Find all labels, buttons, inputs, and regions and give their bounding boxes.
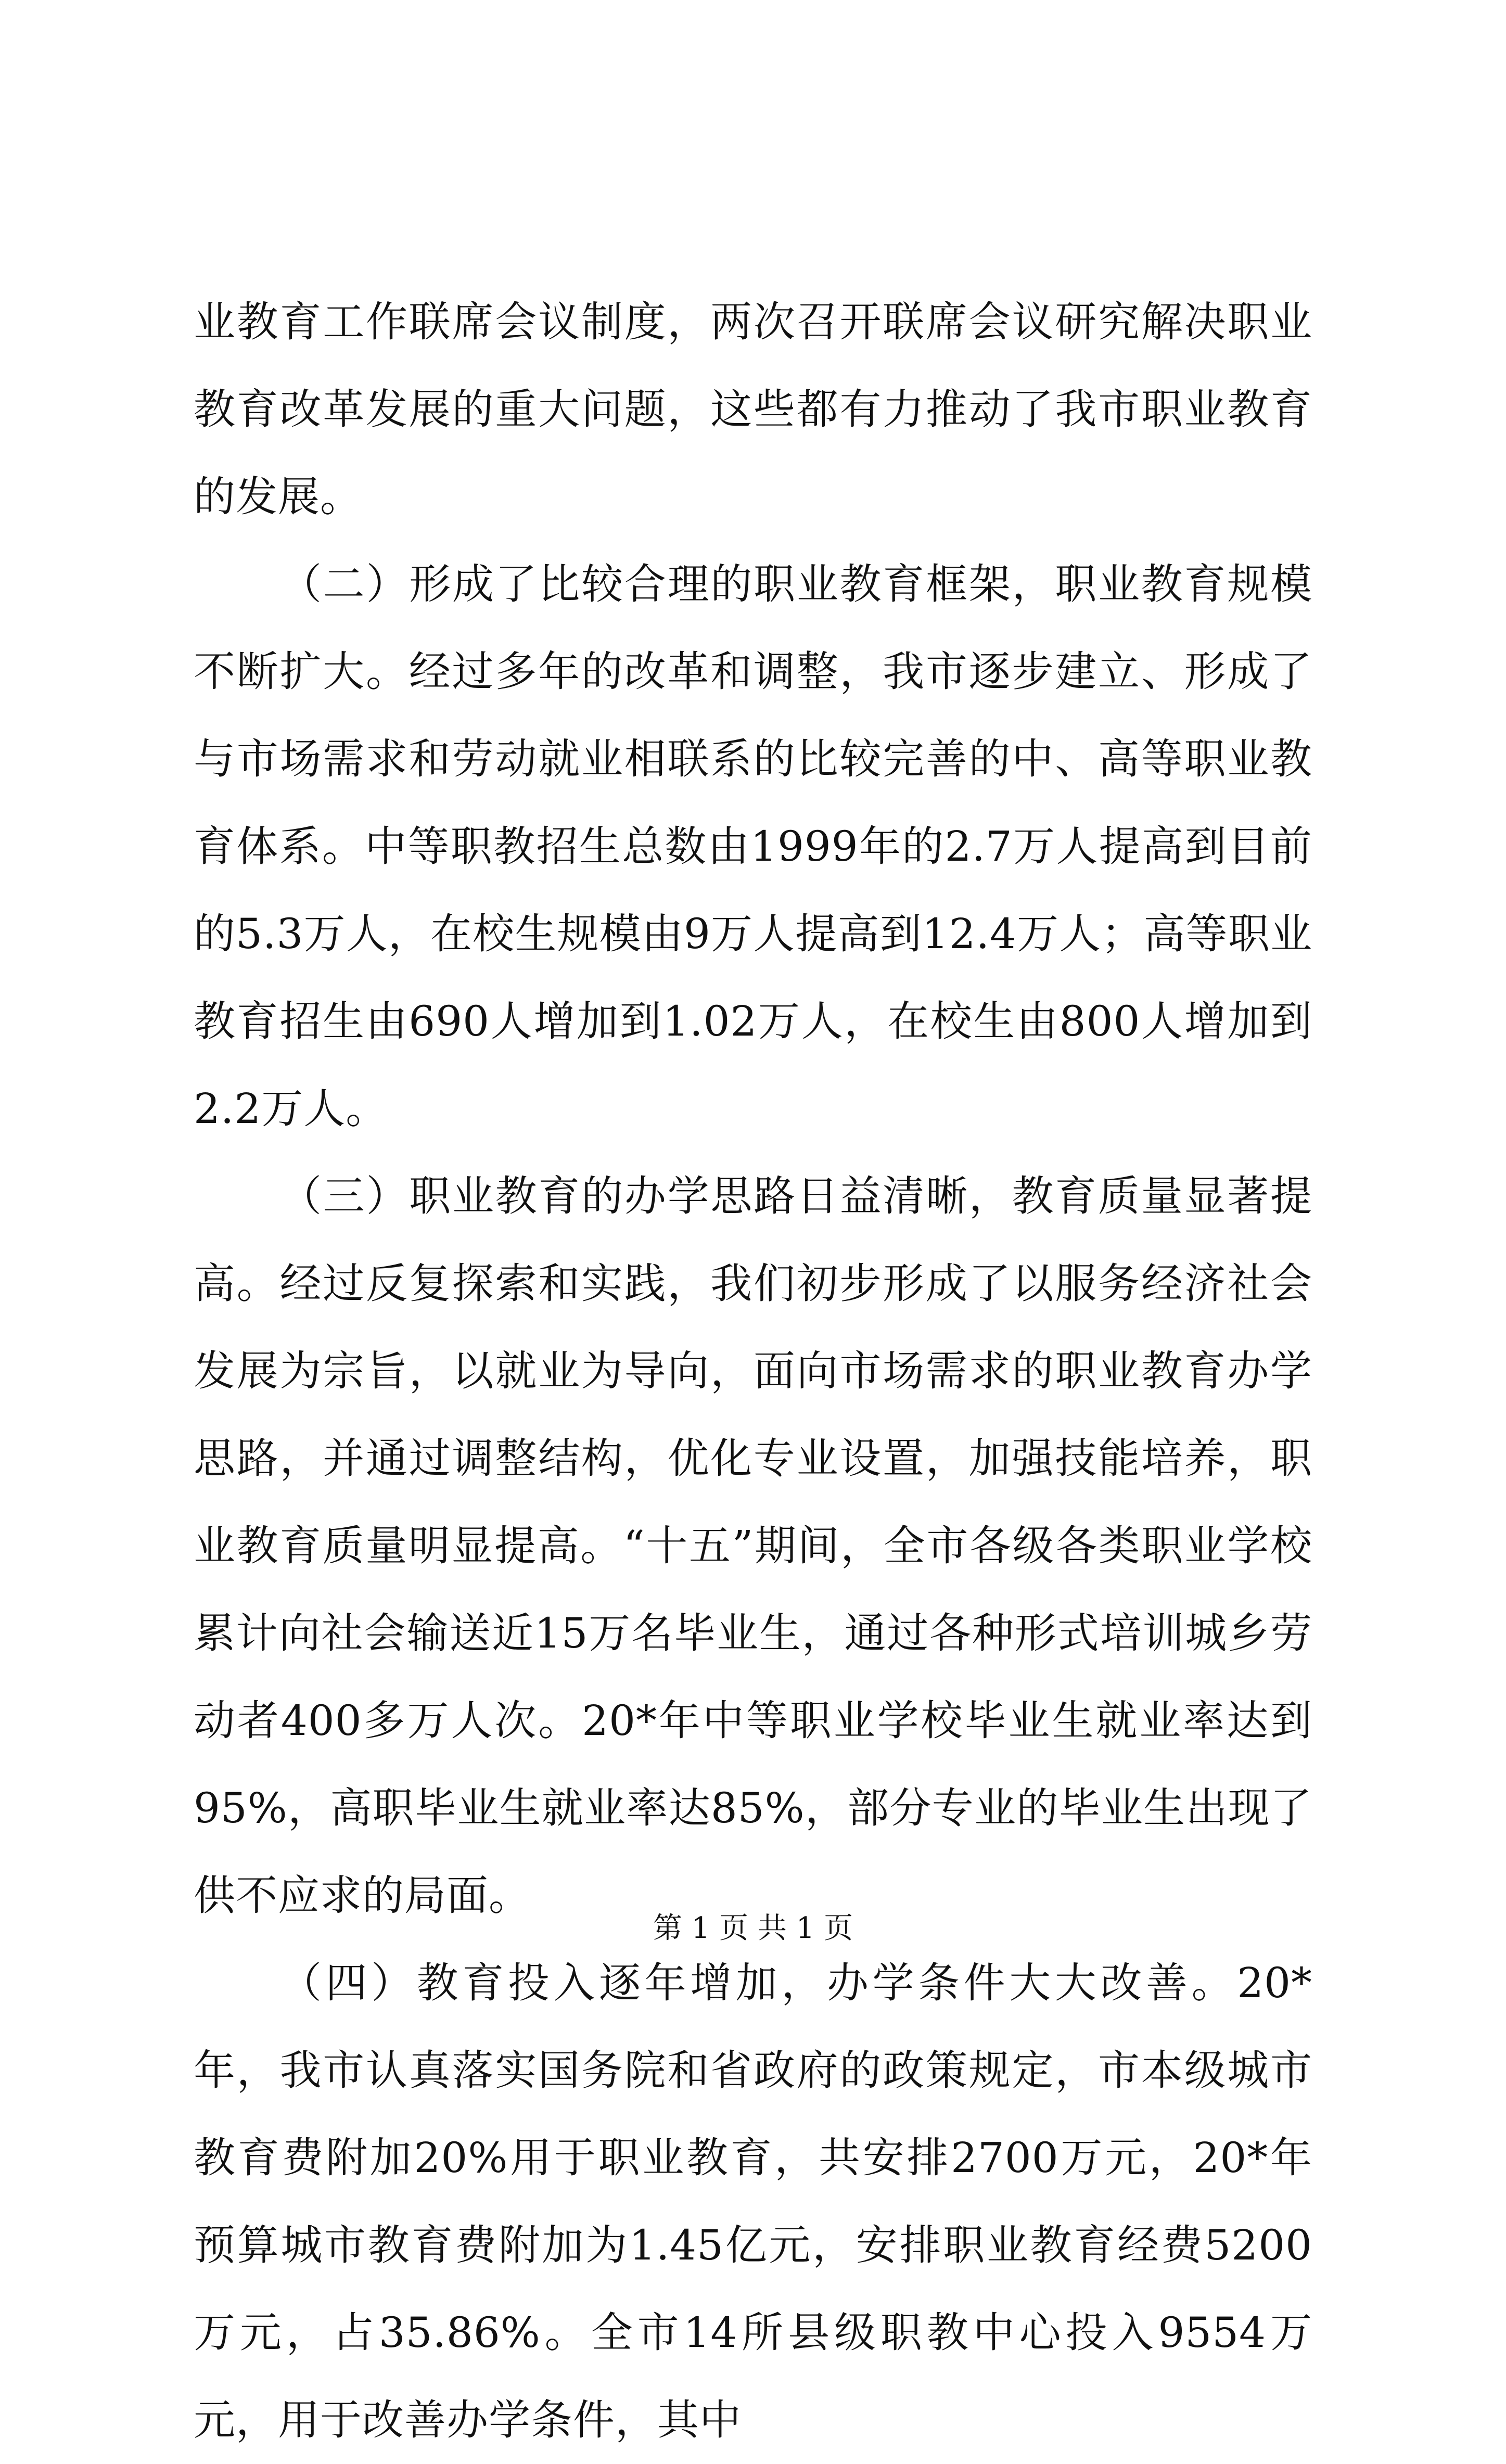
page-footer: 第 1 页 共 1 页: [653, 1911, 853, 1945]
paragraph-1: 业教育工作联席会议制度，两次召开联席会议研究解决职业教育改革发展的重大问题，这些都有力推动了我市职业教育的发展。: [194, 298, 1312, 521]
paragraph-3: （三）职业教育的办学思路日益清晰，教育质量显著提高。经过反复探索和实践，我们初步形成了以服务经济社会发展为宗旨，以就业为导向，面向市场需求的职业教育办学思路，并通过调整结构，优化专业设置，加强技能培养，职业教育质量明显提高。“十五”期间，全市各级各类职业学校累计向社会输送近15万名毕业生，通过各种形式培训城乡劳动者400多万人次。20*年中等职业学校毕业生就业率达到95%，高职毕业生就业率达85%，部分专业的毕业生出现了供不应求的局面。: [194, 1172, 1312, 1920]
paragraph-4: （四）教育投入逐年增加，办学条件大大改善。20*年，我市认真落实国务院和省政府的政策规定，市本级城市教育费附加20%用于职业教育，共安排2700万元，20*年预算城市教育费附加为1.45亿元，安排职业教育经费5200万元，占35.86%。全市14所县级职教中心投入9554万元，用于改善办学条件，其中: [194, 1959, 1312, 2444]
paragraph-2: （二）形成了比较合理的职业教育框架，职业教育规模不断扩大。经过多年的改革和调整，我市逐步建立、形成了与市场需求和劳动就业相联系的比较完善的中、高等职业教育体系。中等职教招生总数由1999年的2.7万人提高到目前的5.3万人，在校生规模由9万人提高到12.4万人；高等职业教育招生由690人增加到1.02万人，在校生由800人增加到2.2万人。: [194, 560, 1312, 1133]
document-body: [194, 278, 1312, 2464]
